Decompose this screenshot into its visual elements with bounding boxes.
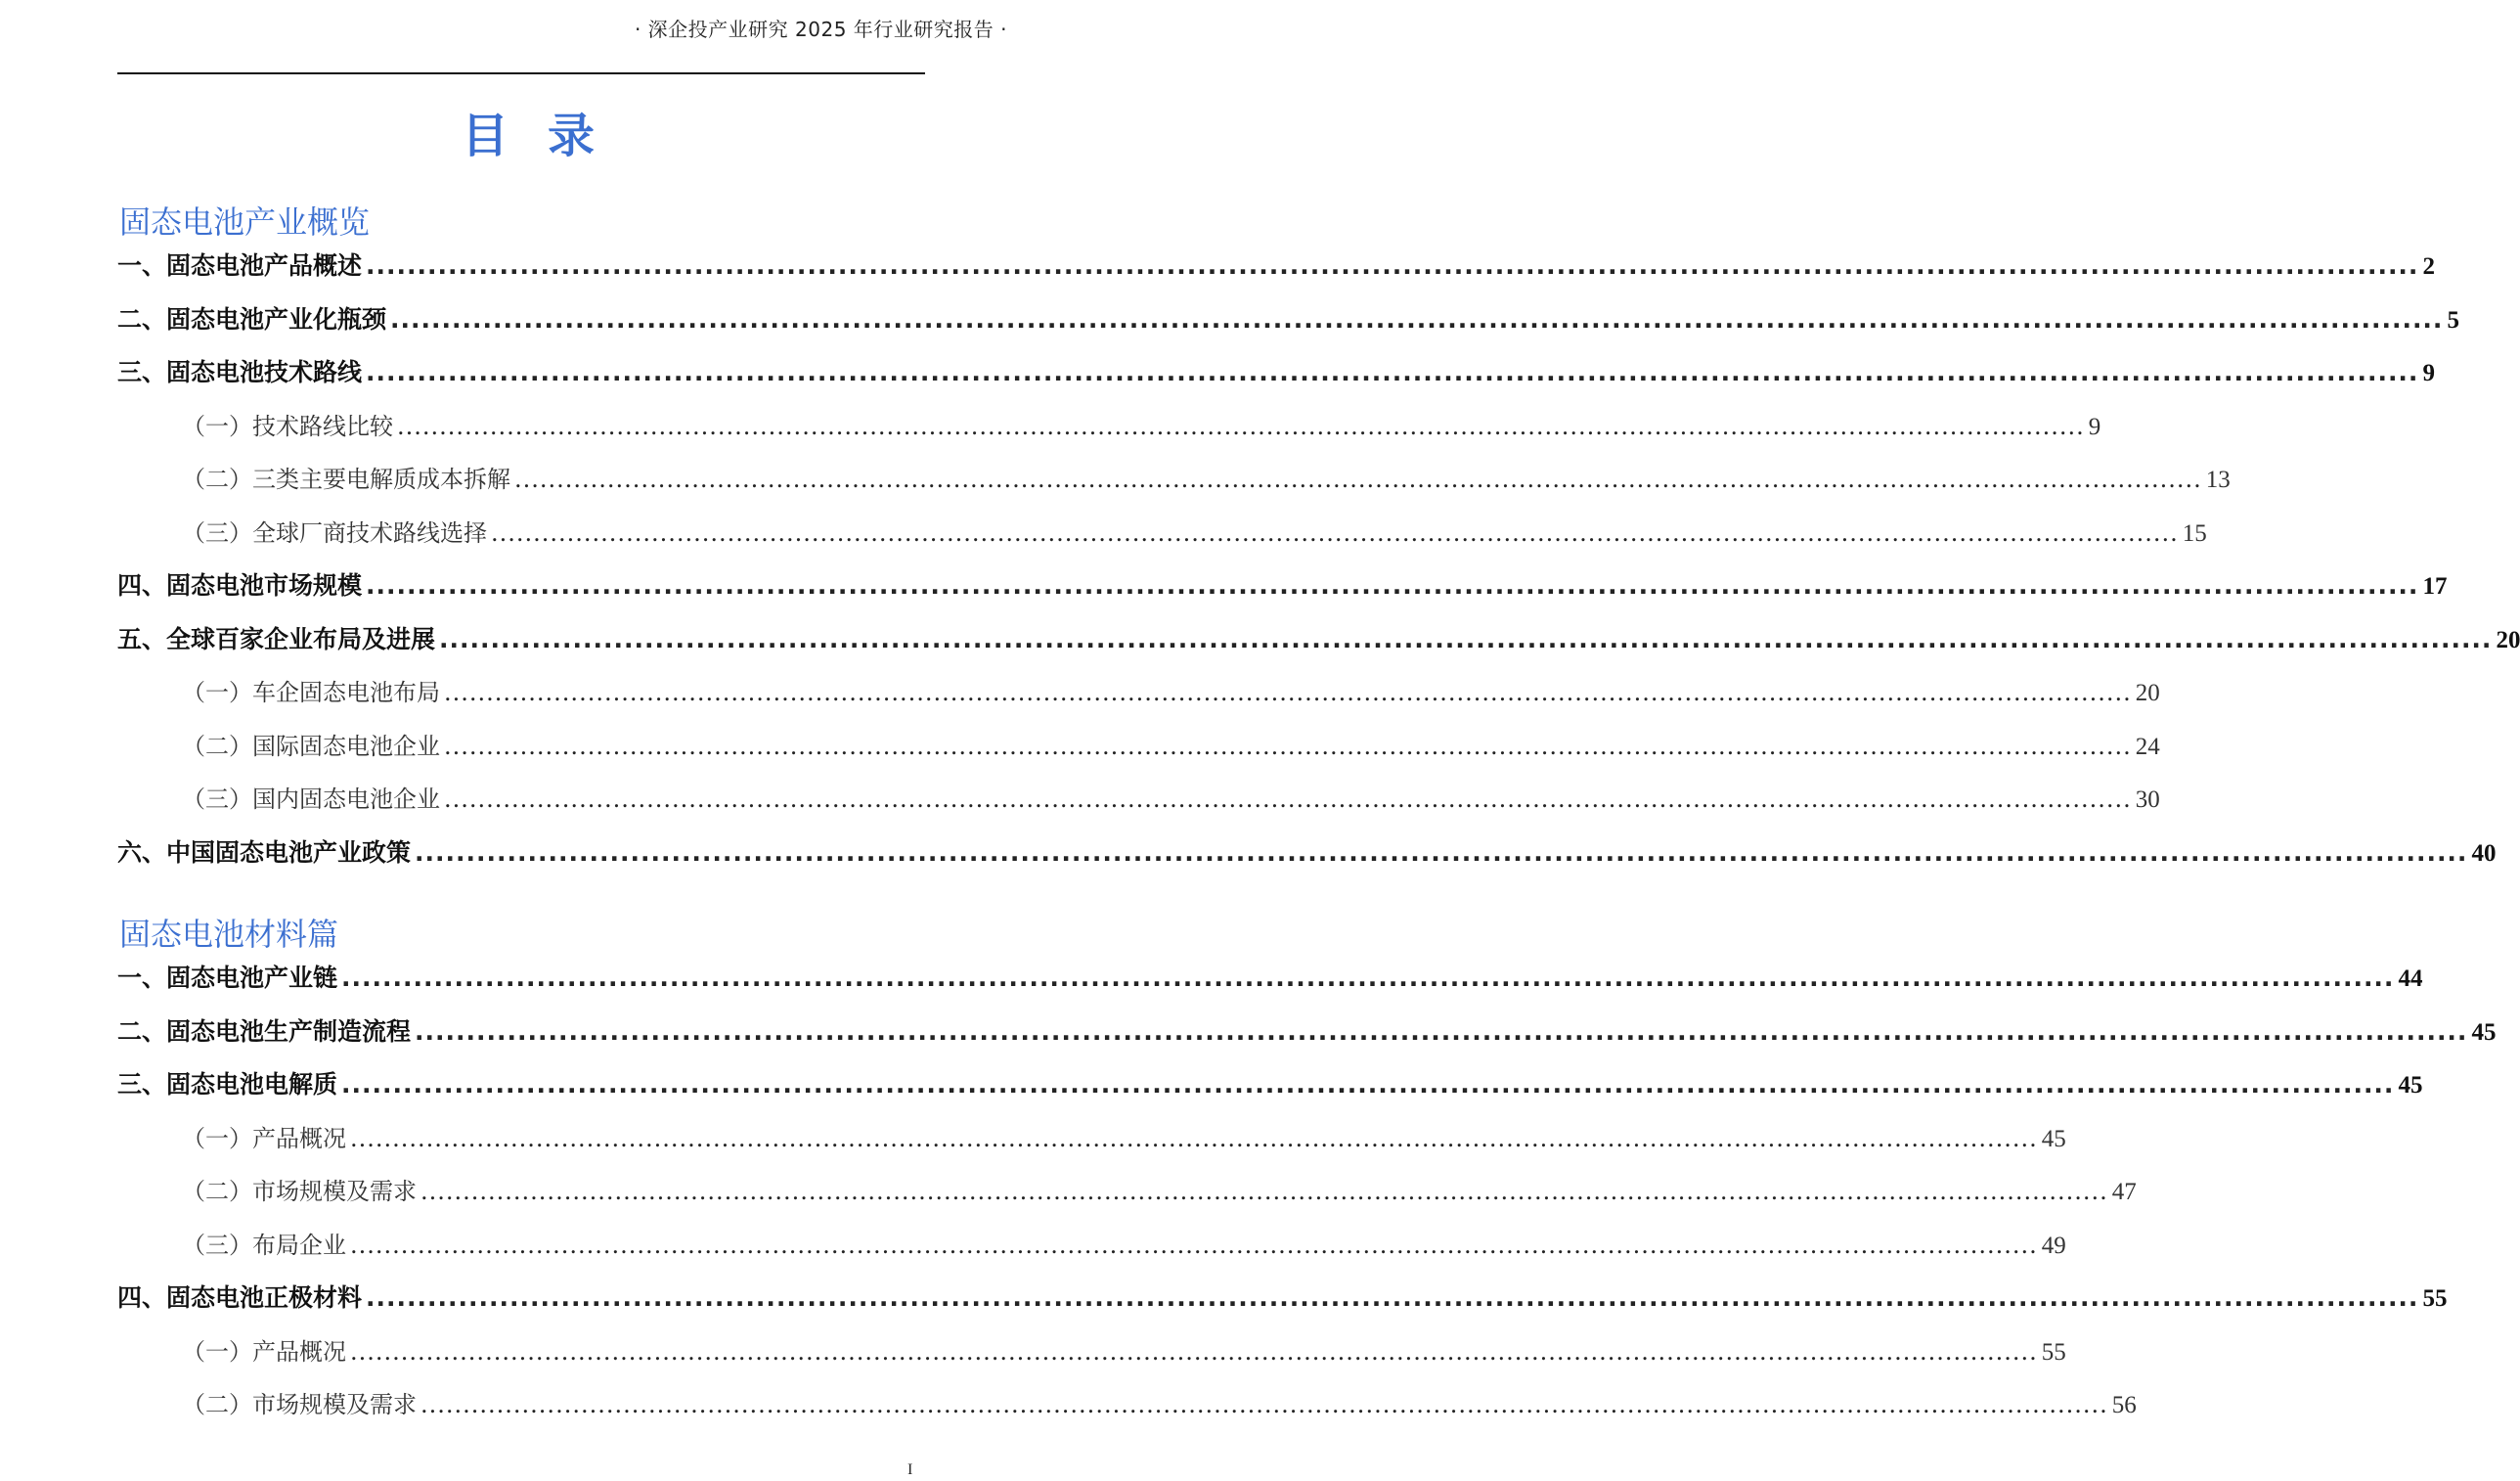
- toc-entry-label: 二、固态电池生产制造流程: [117, 1016, 412, 1046]
- toc-entry-label: （三）国内固态电池企业: [182, 785, 440, 813]
- toc-entry-label: 三、固态电池技术路线: [117, 358, 363, 386]
- dot-leader: ........................................................................................................................................................................................................: [366, 1283, 2419, 1312]
- toc-entry-subsection[interactable]: [182, 1119, 2066, 1158]
- toc-entry-page-number: 5: [2447, 306, 2459, 334]
- dot-leader: ........................................................................................................................................................................................................: [420, 1391, 2108, 1418]
- toc-entry-chapter[interactable]: [117, 1279, 2448, 1318]
- toc-entry-page-number: 9: [2088, 413, 2101, 440]
- toc-entry-label: （一）产品概况: [182, 1124, 346, 1152]
- toc-entry-label: （二）国际固态电池企业: [182, 732, 440, 760]
- toc-entry-page-number: 20: [2496, 626, 2520, 653]
- toc-entry-label: （二）市场规模及需求: [182, 1178, 417, 1205]
- dot-leader: ........................................................................................................................................................................................................: [415, 837, 2468, 867]
- toc-entry-label: 五、全球百家企业布局及进展: [117, 624, 436, 653]
- toc-entry-subsection[interactable]: [182, 780, 2160, 819]
- page-number: I: [907, 1461, 913, 1478]
- toc-entry-page-number: 45: [2041, 1125, 2066, 1152]
- dot-leader: ........................................................................................................................................................................................................: [366, 358, 2419, 386]
- toc-entry-chapter[interactable]: [117, 959, 2423, 998]
- toc-entry-page-number: 47: [2111, 1179, 2137, 1205]
- toc-entry-page-number: 9: [2422, 360, 2435, 386]
- dot-leader: ........................................................................................................................................................................................................: [491, 518, 2179, 547]
- toc-entry-page-number: 30: [2135, 786, 2160, 813]
- toc-entry-subsection[interactable]: [182, 1385, 2137, 1424]
- toc-entry-page-number: 20: [2135, 680, 2160, 706]
- toc-title: 目录: [461, 109, 634, 163]
- toc-entry-label: 一、固态电池产业链: [117, 964, 338, 992]
- dot-leader: ........................................................................................................................................................................................................: [415, 1016, 2468, 1046]
- dot-leader: ........................................................................................................................................................................................................: [390, 304, 2444, 334]
- dot-leader: ........................................................................................................................................................................................................: [444, 732, 2132, 760]
- toc-entry-label: 四、固态电池市场规模: [117, 571, 363, 600]
- toc-entry-label: （三）布局企业: [182, 1231, 346, 1259]
- toc-entry-subsection[interactable]: [182, 727, 2160, 766]
- dot-leader: ........................................................................................................................................................................................................: [444, 679, 2132, 706]
- toc-entry-label: 四、固态电池正极材料: [117, 1283, 363, 1312]
- toc-entry-page-number: 55: [2422, 1285, 2448, 1312]
- toc-entry-page-number: 15: [2182, 519, 2207, 547]
- toc-entry-subsection[interactable]: [182, 1172, 2137, 1211]
- toc-entry-page-number: 45: [2471, 1018, 2497, 1046]
- dot-leader: ........................................................................................................................................................................................................: [350, 1124, 2038, 1152]
- dot-leader: ........................................................................................................................................................................................................: [366, 251, 2419, 280]
- toc-entry-page-number: 13: [2205, 467, 2231, 493]
- toc-entry-page-number: 45: [2398, 1072, 2423, 1099]
- toc-entry-subsection[interactable]: [182, 514, 2207, 553]
- toc-entry-label: 六、中国固态电池产业政策: [117, 837, 412, 867]
- toc-entry-chapter[interactable]: [117, 566, 2448, 606]
- toc-entry-label: （二）市场规模及需求: [182, 1391, 417, 1418]
- toc-entry-page-number: 49: [2041, 1232, 2066, 1259]
- toc-entry-chapter[interactable]: [117, 247, 2435, 286]
- toc-entry-label: （一）产品概况: [182, 1337, 346, 1366]
- dot-leader: ........................................................................................................................................................................................................: [397, 412, 2085, 440]
- toc-entry-page-number: 55: [2041, 1338, 2066, 1366]
- toc-entry-chapter[interactable]: [117, 1065, 2423, 1104]
- toc-entry-subsection[interactable]: [182, 673, 2160, 712]
- toc-entry-chapter[interactable]: [117, 1012, 2497, 1052]
- dot-leader: ........................................................................................................................................................................................................: [439, 624, 2493, 653]
- section-heading: 固态电池产业概览: [119, 203, 371, 241]
- toc-entry-chapter[interactable]: [117, 300, 2459, 339]
- section-heading: 固态电池材料篇: [119, 916, 339, 953]
- dot-leader: ........................................................................................................................................................................................................: [420, 1178, 2108, 1205]
- toc-entry-label: （一）技术路线比较: [182, 412, 393, 440]
- toc-entry-page-number: 2: [2422, 253, 2435, 280]
- toc-entry-page-number: 40: [2471, 839, 2497, 867]
- dot-leader: ........................................................................................................................................................................................................: [341, 964, 2395, 992]
- toc-entry-subsection[interactable]: [182, 1226, 2066, 1265]
- dot-leader: ........................................................................................................................................................................................................: [444, 785, 2132, 813]
- dot-leader: ........................................................................................................................................................................................................: [366, 571, 2419, 600]
- toc-entry-chapter[interactable]: [117, 353, 2435, 392]
- toc-entry-chapter[interactable]: [117, 620, 2520, 659]
- toc-entry-page-number: 56: [2111, 1392, 2137, 1418]
- toc-entry-label: 三、固态电池电解质: [117, 1070, 338, 1099]
- toc-entry-page-number: 17: [2422, 573, 2448, 600]
- header-divider: [117, 72, 925, 74]
- toc-entry-chapter[interactable]: [117, 833, 2497, 873]
- toc-entry-subsection[interactable]: [182, 460, 2231, 499]
- toc-entry-page-number: 24: [2135, 733, 2160, 760]
- toc-entry-label: （三）全球厂商技术路线选择: [182, 518, 487, 547]
- toc-entry-label: （一）车企固态电池布局: [182, 679, 440, 706]
- dot-leader: ........................................................................................................................................................................................................: [514, 466, 2202, 493]
- dot-leader: ........................................................................................................................................................................................................: [350, 1337, 2038, 1366]
- toc-entry-subsection[interactable]: [182, 407, 2101, 446]
- toc-entry-label: （二）三类主要电解质成本拆解: [182, 466, 510, 493]
- toc-entry-page-number: 44: [2398, 965, 2423, 992]
- toc-entry-label: 二、固态电池产业化瓶颈: [117, 304, 387, 334]
- toc-entry-subsection[interactable]: [182, 1332, 2066, 1371]
- dot-leader: ........................................................................................................................................................................................................: [341, 1070, 2395, 1099]
- dot-leader: ........................................................................................................................................................................................................: [350, 1231, 2038, 1259]
- toc-entry-label: 一、固态电池产品概述: [117, 251, 363, 280]
- running-header: · 深企投产业研究 2025 年行业研究报告 ·: [634, 18, 1007, 41]
